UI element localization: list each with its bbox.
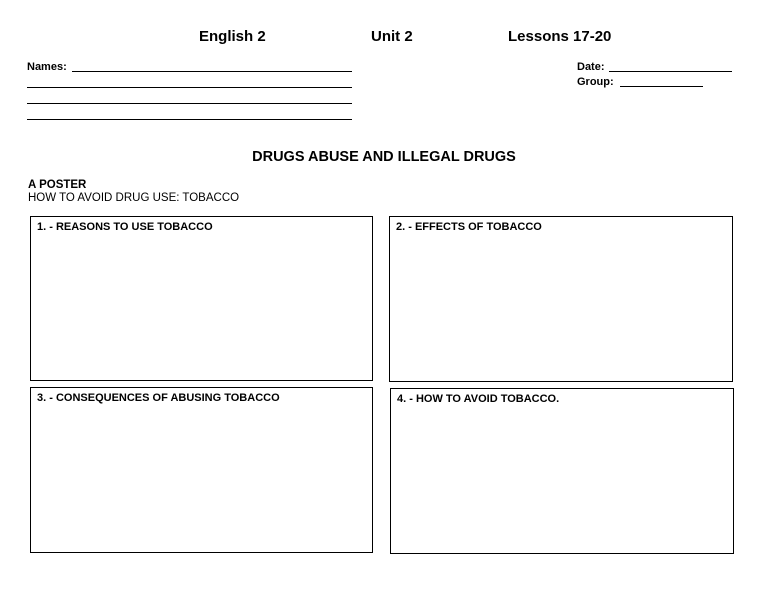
poster-label: A POSTER [28,179,87,191]
answer-box-effects[interactable] [389,216,733,382]
answer-box-reasons[interactable] [30,216,373,381]
names-line-4[interactable] [27,119,352,120]
box-title-reasons: 1. - REASONS TO USE TOBACCO [37,221,213,233]
names-line-2[interactable] [27,87,352,88]
answer-box-avoid[interactable] [390,388,734,554]
course-title: English 2 [199,28,266,45]
worksheet-title: DRUGS ABUSE AND ILLEGAL DRUGS [252,149,516,165]
box-title-avoid: 4. - HOW TO AVOID TOBACCO. [397,393,560,405]
group-label: Group: [577,76,614,88]
unit-title: Unit 2 [371,28,413,45]
answer-box-consequences[interactable] [30,387,373,553]
names-label: Names: [27,61,67,73]
lessons-title: Lessons 17-20 [508,28,612,45]
date-label: Date: [577,61,605,73]
date-line[interactable] [609,71,732,72]
names-line-1[interactable] [72,71,352,72]
box-title-effects: 2. - EFFECTS OF TOBACCO [396,221,542,233]
box-title-consequences: 3. - CONSEQUENCES OF ABUSING TOBACCO [37,392,280,404]
names-line-3[interactable] [27,103,352,104]
group-line[interactable] [620,86,703,87]
poster-topic: HOW TO AVOID DRUG USE: TOBACCO [28,192,240,204]
